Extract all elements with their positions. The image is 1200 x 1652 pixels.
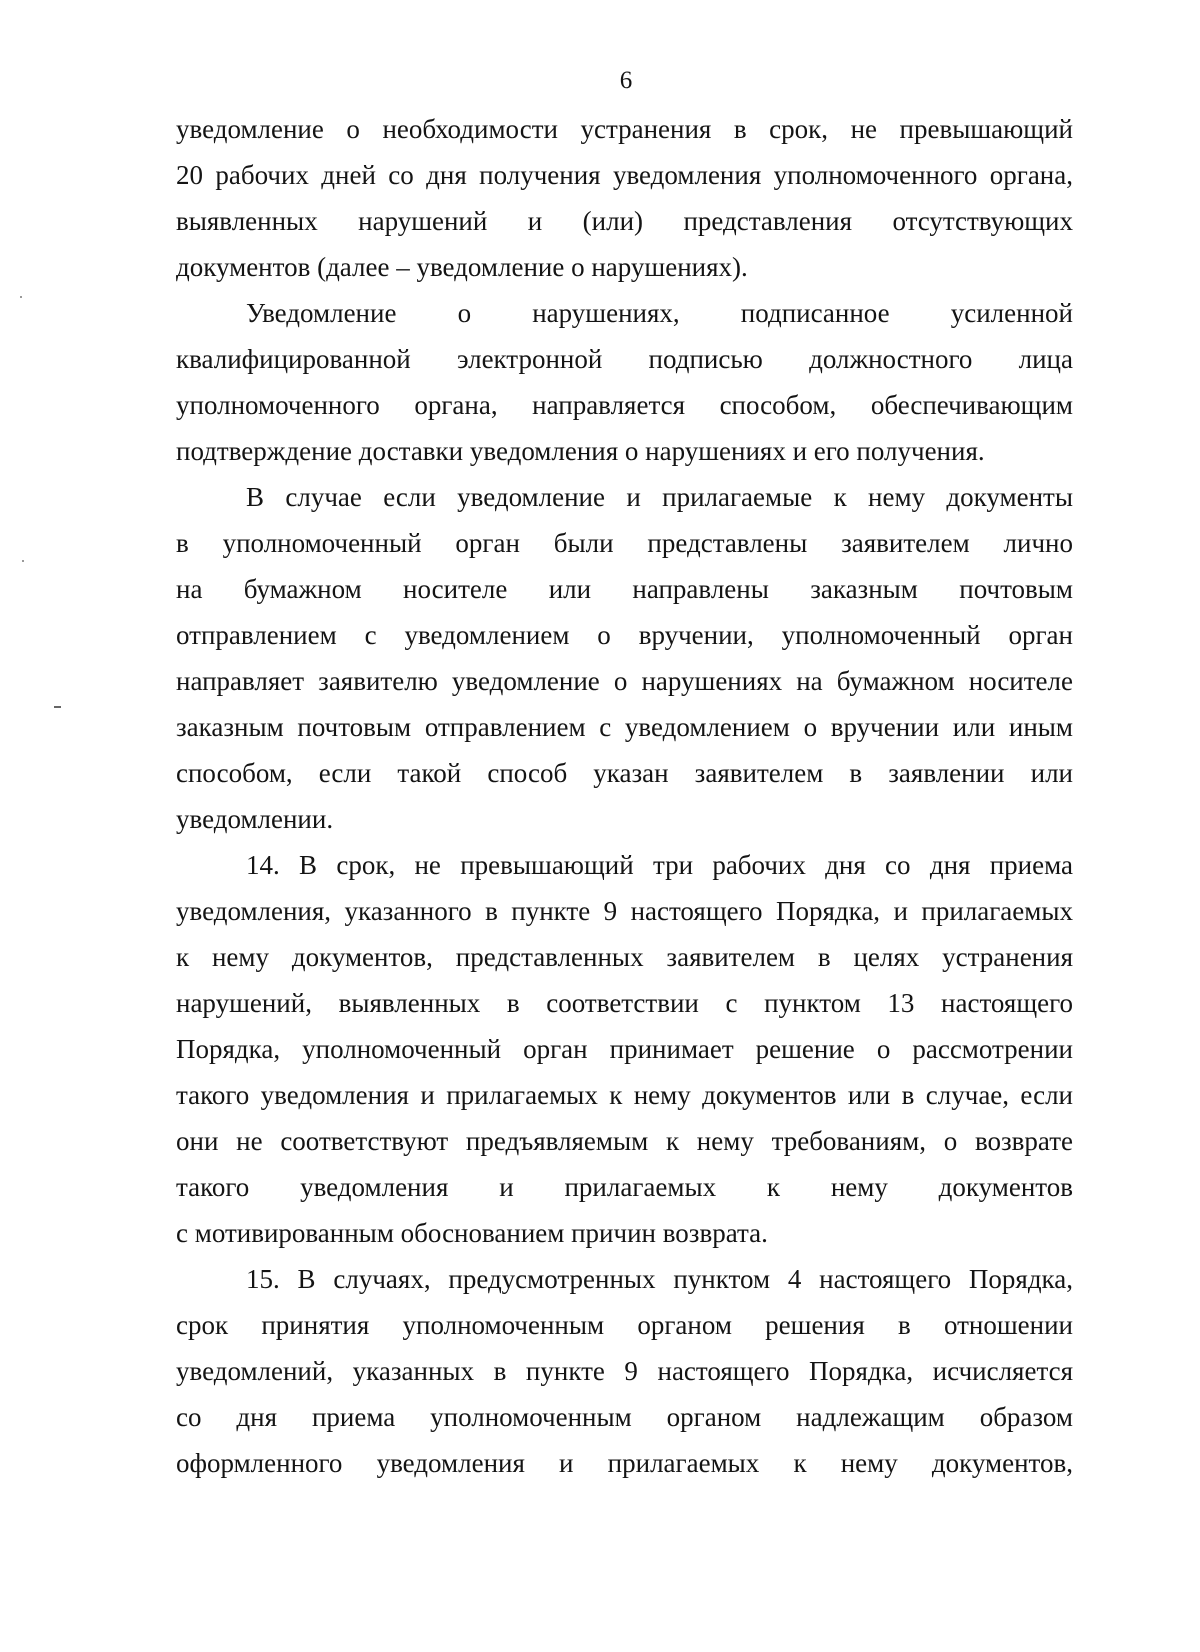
text-line: Порядка, уполномоченный орган принимает решение о рассмотрении xyxy=(176,1034,1073,1064)
text-line: 15. В случаях, предусмотренных пунктом 4 настоящего Порядка, xyxy=(246,1264,1073,1294)
scan-speck xyxy=(20,296,22,298)
text-line: они не соответствуют предъявляемым к нему требованиям, о возврате xyxy=(176,1126,1073,1156)
text-line: Уведомление о нарушениях, подписанное усиленной xyxy=(246,298,1073,328)
text-line: уведомление о необходимости устранения в срок, не превышающий xyxy=(176,114,1073,144)
text-line: с мотивированным обоснованием причин возврата. xyxy=(176,1218,768,1248)
text-line: квалифицированной электронной подписью должностного лица xyxy=(176,344,1073,374)
scan-speck xyxy=(54,706,61,708)
text-line: заказным почтовым отправлением с уведомлением о вручении или иным xyxy=(176,712,1073,742)
text-line: уполномоченного органа, направляется способом, обеспечивающим xyxy=(176,390,1073,420)
text-line: В случае если уведомление и прилагаемые к нему документы xyxy=(246,482,1073,512)
text-line: нарушений, выявленных в соответствии с пунктом 13 настоящего xyxy=(176,988,1073,1018)
text-line: направляет заявителю уведомление о нарушениях на бумажном носителе xyxy=(176,666,1073,696)
text-line: к нему документов, представленных заявителем в целях устранения xyxy=(176,942,1073,972)
text-line: способом, если такой способ указан заявителем в заявлении или xyxy=(176,758,1073,788)
text-line: отправлением с уведомлением о вручении, уполномоченный орган xyxy=(176,620,1073,650)
text-line: на бумажном носителе или направлены заказным почтовым xyxy=(176,574,1073,604)
text-line: документов (далее – уведомление о нарушениях). xyxy=(176,252,748,282)
text-line: уведомлений, указанных в пункте 9 настоящего Порядка, исчисляется xyxy=(176,1356,1073,1386)
text-line: 14. В срок, не превышающий три рабочих дня со дня приема xyxy=(246,850,1073,880)
text-line: подтверждение доставки уведомления о нарушениях и его получения. xyxy=(176,436,985,466)
text-line: такого уведомления и прилагаемых к нему документов или в случае, если xyxy=(176,1080,1073,1110)
scan-speck xyxy=(22,560,24,562)
text-line: со дня приема уполномоченным органом надлежащим образом xyxy=(176,1402,1073,1432)
text-line: в уполномоченный орган были представлены заявителем лично xyxy=(176,528,1073,558)
text-line: срок принятия уполномоченным органом решения в отношении xyxy=(176,1310,1073,1340)
text-line: выявленных нарушений и (или) представления отсутствующих xyxy=(176,206,1073,236)
text-line: 20 рабочих дней со дня получения уведомления уполномоченного органа, xyxy=(176,160,1073,190)
text-line: такого уведомления и прилагаемых к нему документов xyxy=(176,1172,1073,1202)
text-line: уведомления, указанного в пункте 9 настоящего Порядка, и прилагаемых xyxy=(176,896,1073,926)
page-number: 6 xyxy=(619,67,633,94)
text-line: оформленного уведомления и прилагаемых к нему документов, xyxy=(176,1448,1073,1478)
text-line: уведомлении. xyxy=(176,804,334,834)
